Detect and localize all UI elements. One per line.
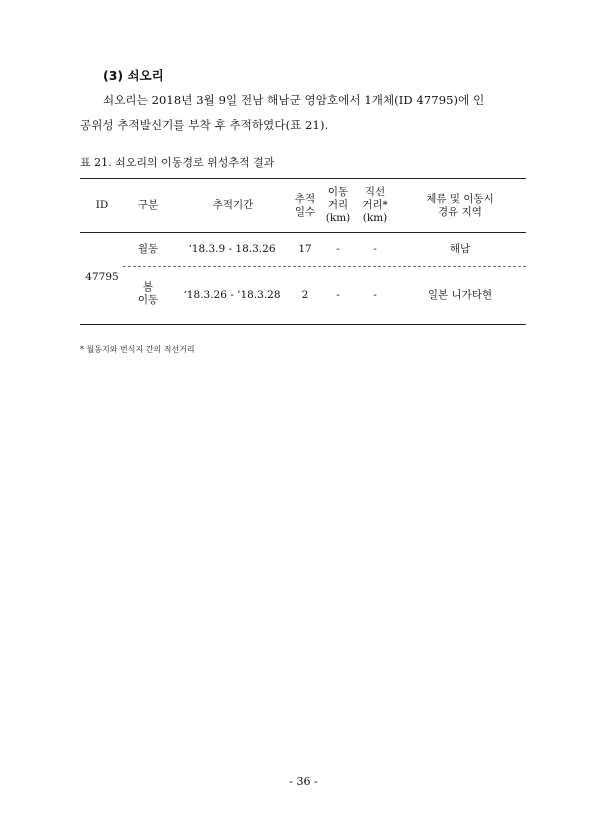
row-2-type-line-1: 봄 (142, 281, 154, 293)
row-2-period: ‘18.3.26 - ’18.3.28 (183, 289, 281, 301)
paragraph-line-1: 쇠오리는 2018년 3월 9일 전남 해남군 영암호에서 1개체(ID 47795)에 인 (103, 93, 485, 107)
header-period: 추적기간 (212, 199, 254, 211)
row-1-direct: - (373, 243, 377, 255)
row-2-type-line-2: 이동 (137, 294, 159, 306)
body-paragraph (80, 88, 526, 138)
paragraph-line-2: 공위성 추적발신기를 부착 후 추적하였다(표 21). (80, 118, 329, 132)
table-caption: 표 21. 쇠오리의 이동경로 위성추적 결과 (80, 156, 275, 169)
row-1-type: 월동 (137, 243, 159, 255)
table-header-rule (80, 232, 526, 233)
header-travel-line-1: 이동 (327, 186, 349, 198)
header-days-line-1: 추적 (294, 193, 316, 205)
header-direct-line-1: 직선 (364, 186, 386, 198)
header-type: 구분 (137, 199, 159, 211)
header-travel-line-3: (km) (325, 212, 351, 224)
id-value: 47795 (85, 271, 119, 283)
row-2-type (128, 281, 168, 307)
header-direct-line-2: 거리* (362, 199, 388, 211)
row-2-region: 일본 니가타현 (427, 289, 493, 301)
header-direct-line-3: (km) (362, 212, 388, 224)
header-days (290, 193, 320, 219)
row-1-days: 17 (298, 243, 312, 255)
row-2-days: 2 (301, 289, 309, 301)
header-region-line-1: 체류 및 이동시 (426, 193, 494, 205)
header-days-line-2: 일수 (294, 206, 316, 218)
header-id: ID (95, 199, 109, 211)
row-1-period: ‘18.3.9 - 18.3.26 (188, 243, 276, 255)
header-travel-line-2: 거리 (327, 199, 349, 211)
header-region (410, 193, 510, 219)
row-separator (123, 266, 526, 267)
row-1-travel: - (336, 243, 340, 255)
table-top-rule (80, 178, 526, 179)
header-travel-distance (320, 186, 356, 225)
page-number: - 36 - (289, 775, 318, 788)
table-bottom-rule (80, 324, 526, 325)
row-2-direct: - (373, 289, 377, 301)
footnote: * 월동지와 번식지 간의 직선거리 (80, 345, 195, 354)
header-region-line-2: 경유 지역 (438, 206, 482, 218)
header-direct-distance (356, 186, 394, 225)
row-1-region: 해남 (449, 243, 471, 255)
section-heading: (3) 쇠오리 (103, 68, 164, 83)
row-2-travel: - (336, 289, 340, 301)
